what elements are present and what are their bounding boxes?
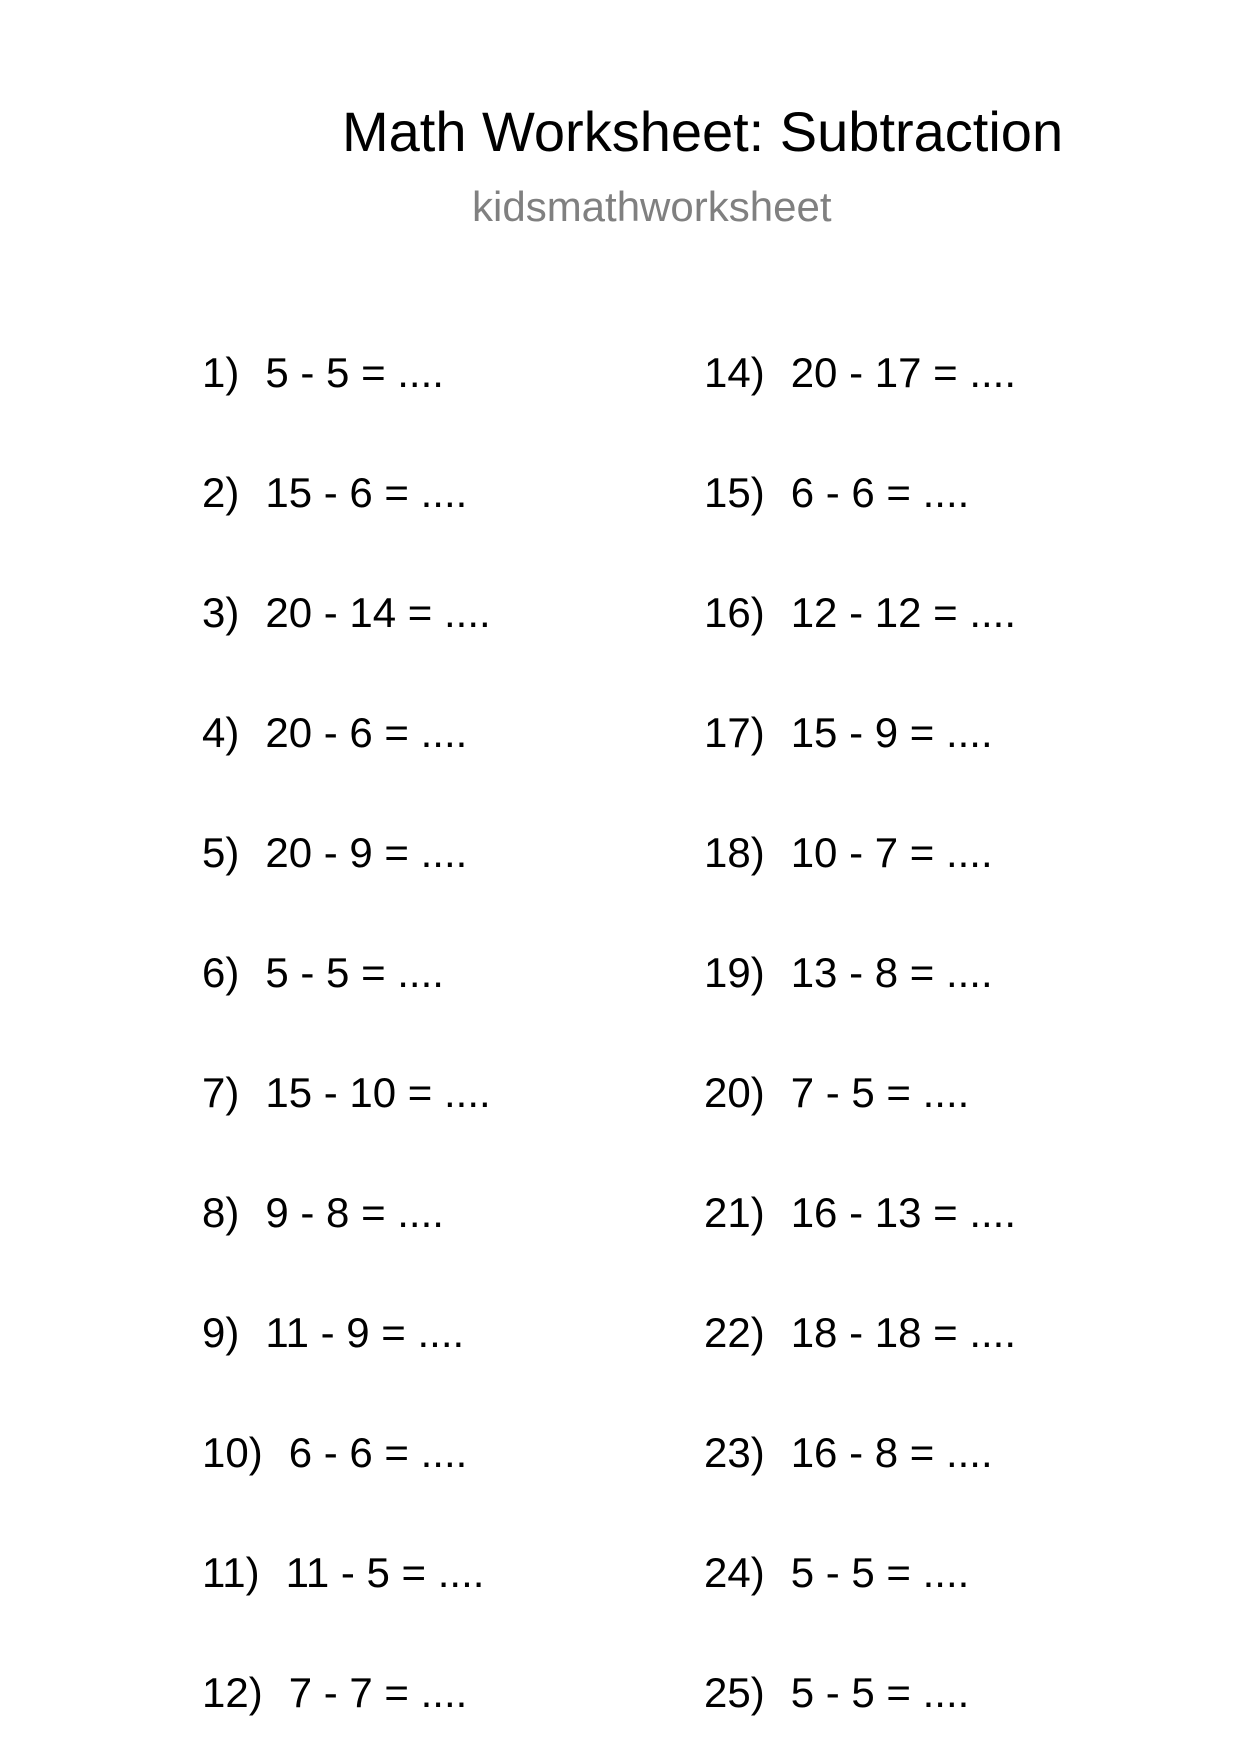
problem-expression: 11 - 9 = .... (265, 1309, 465, 1356)
problem-expression: 12 - 12 = .... (790, 589, 1017, 636)
problem-expression: 5 - 5 = .... (265, 349, 444, 396)
problem-number: 17) (704, 709, 765, 756)
problem-expression: 13 - 8 = .... (790, 949, 993, 996)
problem-number: 24) (704, 1549, 765, 1596)
problem-number: 25) (704, 1669, 765, 1716)
problem-number: 1) (202, 349, 240, 396)
problem-item (202, 1668, 467, 1718)
problem-item (202, 708, 467, 758)
problem-expression: 15 - 6 = .... (265, 469, 468, 516)
worksheet-title: Math Worksheet: Subtraction (342, 100, 1064, 163)
problem-number: 7) (202, 1069, 240, 1116)
problem-number: 15) (704, 469, 765, 516)
problem-expression: 20 - 9 = .... (265, 829, 468, 876)
problem-item (704, 1548, 969, 1598)
problem-number: 3) (202, 589, 240, 636)
problem-number: 19) (704, 949, 765, 996)
problem-expression: 10 - 7 = .... (790, 829, 993, 876)
problem-expression: 18 - 18 = .... (790, 1309, 1017, 1356)
problem-item (704, 1308, 1016, 1358)
problem-number: 22) (704, 1309, 765, 1356)
problem-number: 18) (704, 829, 765, 876)
problem-expression: 15 - 10 = .... (265, 1069, 491, 1116)
problem-expression: 20 - 14 = .... (265, 589, 491, 636)
problem-expression: 11 - 5 = .... (285, 1549, 485, 1596)
problem-number: 8) (202, 1189, 240, 1236)
problem-expression: 16 - 8 = .... (790, 1429, 993, 1476)
problem-item (202, 348, 444, 398)
problem-number: 10) (202, 1429, 263, 1476)
problem-expression: 16 - 13 = .... (790, 1189, 1017, 1236)
problem-expression: 7 - 5 = .... (790, 1069, 970, 1116)
problem-item (704, 948, 993, 998)
problem-item (704, 1188, 1016, 1238)
problem-item (202, 1548, 484, 1598)
problem-expression: 6 - 6 = .... (790, 469, 970, 516)
problem-item (202, 828, 467, 878)
problem-item (704, 828, 993, 878)
problem-expression: 5 - 5 = .... (790, 1549, 970, 1596)
worksheet-subtitle: kidsmathworksheet (472, 183, 832, 230)
problem-expression: 9 - 8 = .... (265, 1189, 444, 1236)
problem-number: 14) (704, 349, 765, 396)
problem-expression: 7 - 7 = .... (288, 1669, 468, 1716)
problem-expression: 5 - 5 = .... (265, 949, 444, 996)
problem-number: 12) (202, 1669, 263, 1716)
problem-number: 16) (704, 589, 765, 636)
problem-number: 2) (202, 469, 240, 516)
problem-expression: 20 - 17 = .... (790, 349, 1017, 396)
problem-expression: 6 - 6 = .... (288, 1429, 468, 1476)
problem-expression: 20 - 6 = .... (265, 709, 468, 756)
problem-item (202, 1428, 467, 1478)
problem-number: 6) (202, 949, 240, 996)
problem-item (202, 1308, 464, 1358)
problem-item (704, 468, 969, 518)
problem-item (704, 708, 993, 758)
problem-expression: 5 - 5 = .... (790, 1669, 970, 1716)
problem-item (704, 1668, 969, 1718)
problem-number: 20) (704, 1069, 765, 1116)
problem-expression: 15 - 9 = .... (790, 709, 993, 756)
problem-number: 21) (704, 1189, 765, 1236)
problem-number: 23) (704, 1429, 765, 1476)
problem-number: 11) (202, 1549, 260, 1596)
problem-number: 4) (202, 709, 240, 756)
problem-number: 9) (202, 1309, 240, 1356)
problem-item (202, 1188, 444, 1238)
problem-number: 5) (202, 829, 240, 876)
problem-item (704, 348, 1016, 398)
problem-item (202, 468, 467, 518)
problem-item (202, 1068, 491, 1118)
problem-item (202, 948, 444, 998)
problem-item (202, 588, 491, 638)
problem-item (704, 1428, 993, 1478)
problem-item (704, 588, 1016, 638)
problem-item (704, 1068, 969, 1118)
